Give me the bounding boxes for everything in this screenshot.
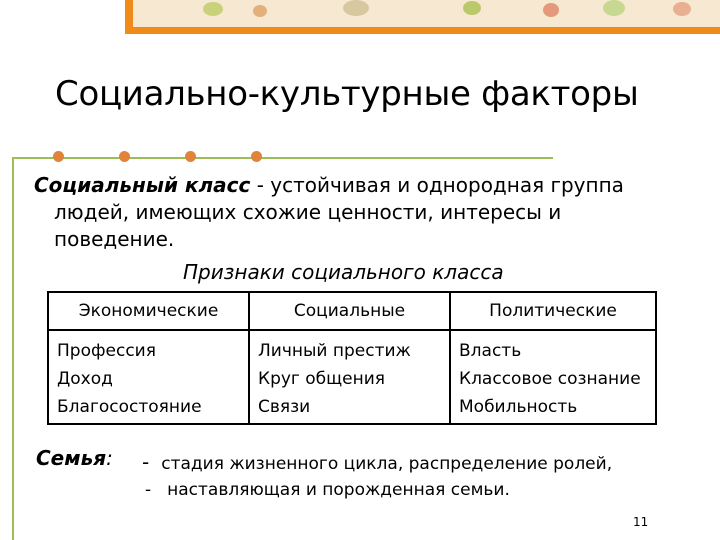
family-term: Семья [36,446,107,470]
family-item-2 [145,480,510,500]
list-item: Доход [57,369,113,389]
vertical-rule [12,157,14,540]
family-item-text: стадия жизненного цикла, распределение ролей, [161,454,613,474]
table-row [48,330,656,424]
table-header-economic: Экономические [48,292,249,330]
slide-title: Социально-культурные факторы [55,74,639,114]
list-item: Власть [459,341,522,361]
definition-term: Социальный класс [34,173,251,197]
table-cell-economic [48,330,249,424]
table-header-political: Политические [450,292,656,330]
list-item: Классовое сознание [459,369,641,389]
table-caption: Признаки социального класса [183,260,504,284]
list-item: Личный престиж [258,341,411,361]
list-item: Профессия [57,341,156,361]
list-item: Связи [258,397,311,417]
bullet-dot-decoration [53,151,64,162]
list-item: Благосостояние [57,397,202,417]
table-header-row [48,292,656,330]
class-signs-table [47,291,657,425]
bullet-dot-decoration [119,151,130,162]
family-label [36,446,113,470]
definition-separator: - [250,173,271,197]
family-item-text: наставляющая и порожденная семьи. [167,480,510,500]
header-decorative-banner [125,0,720,34]
bullet-dot-decoration [185,151,196,162]
page-number: 11 [633,515,649,529]
definition-text-line-2: людей, имеющих схожие ценности, интересы и [54,200,562,224]
table-header-social: Социальные [249,292,450,330]
dash-marker: - [145,480,152,500]
horizontal-rule [12,157,553,159]
definition-line-1 [34,172,674,199]
family-colon: : [106,446,113,470]
definition-text-line-1: устойчивая и однородная группа [270,173,624,197]
list-item: Круг общения [258,369,386,389]
table-cell-social [249,330,450,424]
banner-image [133,0,720,27]
table-cell-political [450,330,656,424]
dash-marker: - [142,450,150,474]
list-item: Мобильность [459,397,578,417]
definition-text-line-3: поведение. [54,227,175,251]
family-item-1 [142,450,612,474]
bullet-dot-decoration [251,151,262,162]
definition-block [34,172,674,253]
